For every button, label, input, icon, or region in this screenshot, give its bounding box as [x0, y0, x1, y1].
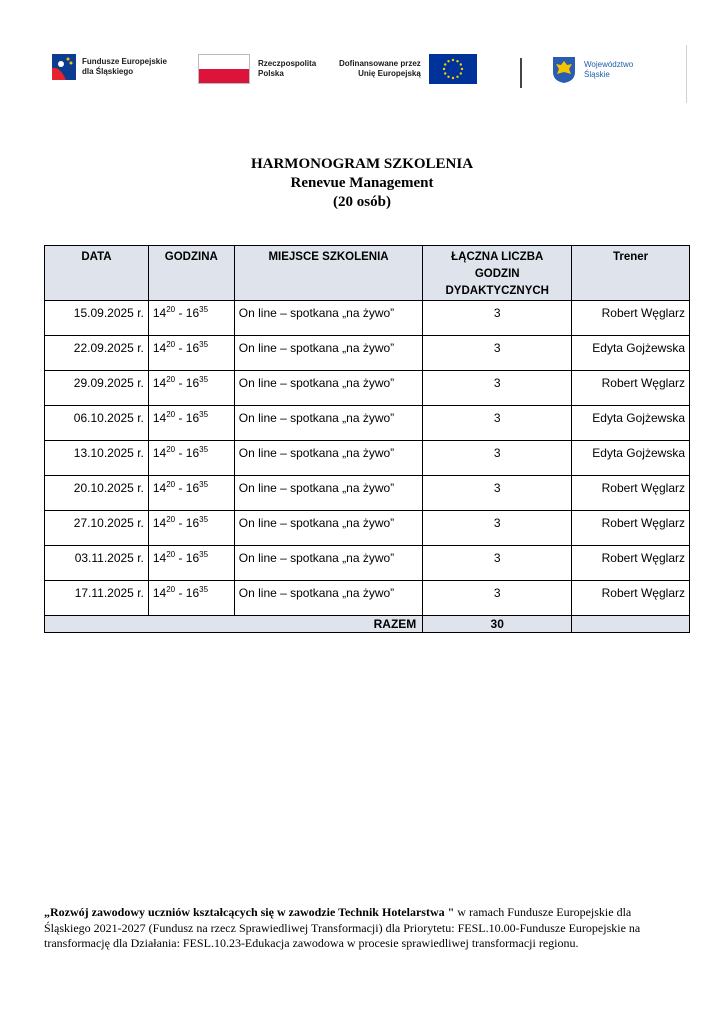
row-start-minute: 20: [166, 550, 176, 559]
total-row: [45, 616, 690, 633]
total-value: 30: [423, 616, 572, 633]
rzeczpospolita-polska-logo: [198, 54, 316, 84]
row-date: 22.09.2025 r.: [45, 336, 149, 371]
header-hours-line3: DYDAKTYCZNYCH: [445, 285, 549, 297]
title-line-1: HARMONOGRAM SZKOLENIA: [250, 156, 474, 172]
row-place: On line – spotkana „na żywo”: [234, 301, 423, 336]
row-start-minute: 20: [166, 340, 176, 349]
row-end-minute: 35: [199, 445, 209, 454]
table-row: [45, 336, 690, 371]
row-date: 15.09.2025 r.: [45, 301, 149, 336]
row-time-separator: -: [175, 376, 186, 390]
row-trainer: Robert Węglarz: [572, 546, 690, 581]
row-date: 29.09.2025 r.: [45, 371, 149, 406]
document-title: [0, 155, 724, 212]
fundusze-europejskie-icon: [52, 54, 76, 80]
row-hours: 3: [423, 476, 572, 511]
row-trainer: Robert Węglarz: [572, 511, 690, 546]
row-start-hour: 14: [152, 341, 167, 355]
row-end-hour: 16: [185, 551, 200, 565]
row-time-separator: -: [175, 446, 186, 460]
row-time-separator: -: [175, 551, 186, 565]
row-trainer: Edyta Gojżewska: [572, 336, 690, 371]
row-start-hour: 14: [152, 516, 167, 530]
header-hours-line1: ŁĄCZNA LICZBA: [451, 251, 544, 263]
row-end-hour: 16: [185, 376, 200, 390]
row-hours: 3: [423, 441, 572, 476]
funding-note: w ramach Fundusze Europejskie dla Śląskiego 2021-2027 (Fundusz na rzecz Sprawiedliwej Transformacji) dla Priorytetu: FESL.10.00-Fundusze Europejskie na transformację dla Działania: FESL.10.23-Edukacja zawodowa w procesie sprawiedliwej transformacji regionu.: [44, 905, 641, 950]
row-date: 06.10.2025 r.: [45, 406, 149, 441]
row-time: [148, 336, 234, 371]
row-place: On line – spotkana „na żywo”: [234, 546, 423, 581]
row-start-minute: 20: [166, 585, 176, 594]
table-row: [45, 546, 690, 581]
row-end-hour: 16: [185, 306, 200, 320]
row-start-minute: 20: [166, 480, 176, 489]
schedule-table: [44, 245, 690, 633]
table-row: [45, 581, 690, 616]
header-right-divider: [686, 45, 687, 103]
eu-flag-icon: [429, 54, 477, 84]
row-time-separator: -: [175, 306, 186, 320]
row-start-minute: 20: [166, 515, 176, 524]
row-place: On line – spotkana „na żywo”: [234, 441, 423, 476]
rp-logo-line1: Rzeczpospolita: [258, 59, 317, 68]
header-hours: [423, 246, 572, 301]
row-end-hour: 16: [185, 341, 200, 355]
header-time: GODZINA: [148, 246, 234, 301]
row-end-minute: 35: [199, 585, 209, 594]
title-line-3: (20 osób): [333, 194, 391, 210]
unia-europejska-logo: [339, 54, 477, 84]
row-hours: 3: [423, 406, 572, 441]
row-end-hour: 16: [185, 481, 200, 495]
row-hours: 3: [423, 511, 572, 546]
row-time-separator: -: [175, 341, 186, 355]
table-row: [45, 441, 690, 476]
row-trainer: Edyta Gojżewska: [572, 441, 690, 476]
row-date: 03.11.2025 r.: [45, 546, 149, 581]
row-end-hour: 16: [185, 586, 200, 600]
fe-logo-line1: Fundusze Europejskie: [82, 57, 167, 66]
row-trainer: Robert Węglarz: [572, 476, 690, 511]
polish-flag-icon: [198, 54, 250, 84]
row-time: [148, 406, 234, 441]
table-row: [45, 511, 690, 546]
row-time: [148, 476, 234, 511]
row-end-minute: 35: [199, 305, 209, 314]
row-hours: 3: [423, 581, 572, 616]
row-time: [148, 546, 234, 581]
header-date: DATA: [45, 246, 149, 301]
row-start-minute: 20: [166, 445, 176, 454]
row-time-separator: -: [175, 516, 186, 530]
table-row: [45, 476, 690, 511]
row-time: [148, 511, 234, 546]
row-end-hour: 16: [185, 516, 200, 530]
row-time-separator: -: [175, 586, 186, 600]
row-start-hour: 14: [152, 481, 167, 495]
row-place: On line – spotkana „na żywo”: [234, 371, 423, 406]
ws-logo-line2: Śląskie: [584, 70, 610, 79]
logo-bar: [52, 50, 692, 110]
ws-logo-line1: Województwo: [584, 60, 634, 69]
row-start-minute: 20: [166, 375, 176, 384]
row-date: 27.10.2025 r.: [45, 511, 149, 546]
rp-logo-line2: Polska: [258, 69, 284, 78]
row-place: On line – spotkana „na żywo”: [234, 406, 423, 441]
row-date: 13.10.2025 r.: [45, 441, 149, 476]
row-place: On line – spotkana „na żywo”: [234, 336, 423, 371]
row-start-minute: 20: [166, 410, 176, 419]
row-start-hour: 14: [152, 306, 167, 320]
table-body: [45, 301, 690, 616]
row-start-hour: 14: [152, 411, 167, 425]
row-end-minute: 35: [199, 340, 209, 349]
row-trainer: Robert Węglarz: [572, 301, 690, 336]
row-date: 17.11.2025 r.: [45, 581, 149, 616]
funding-footer: [44, 905, 674, 952]
row-start-hour: 14: [152, 586, 167, 600]
table-row: [45, 371, 690, 406]
row-trainer: Edyta Gojżewska: [572, 406, 690, 441]
row-end-minute: 35: [199, 375, 209, 384]
row-end-minute: 35: [199, 480, 209, 489]
row-end-hour: 16: [185, 446, 200, 460]
fundusze-europejskie-logo: [52, 54, 167, 80]
header-hours-line2: GODZIN: [474, 268, 520, 280]
row-end-minute: 35: [199, 550, 209, 559]
ue-logo-line2: Unię Europejską: [358, 69, 421, 78]
row-time: [148, 371, 234, 406]
row-place: On line – spotkana „na żywo”: [234, 476, 423, 511]
row-hours: 3: [423, 336, 572, 371]
title-line-2: Renevue Management: [290, 175, 434, 191]
row-date: 20.10.2025 r.: [45, 476, 149, 511]
row-start-hour: 14: [152, 376, 167, 390]
ue-logo-line1: Dofinansowane przez: [339, 59, 421, 68]
project-name: „Rozwój zawodowy uczniów kształcących się w zawodzie Technik Hotelarstwa ": [44, 905, 455, 919]
slaskie-eagle-shield-icon: [552, 56, 576, 84]
row-hours: 3: [423, 546, 572, 581]
table-row: [45, 406, 690, 441]
row-place: On line – spotkana „na żywo”: [234, 511, 423, 546]
row-time: [148, 441, 234, 476]
header-trainer: Trener: [572, 246, 690, 301]
fe-logo-line2: dla Śląskiego: [82, 67, 134, 76]
wojewodztwo-slaskie-logo: [552, 56, 633, 84]
row-time: [148, 581, 234, 616]
row-trainer: Robert Węglarz: [572, 581, 690, 616]
row-hours: 3: [423, 371, 572, 406]
row-start-minute: 20: [166, 305, 176, 314]
total-label: RAZEM: [234, 616, 423, 633]
row-time: [148, 301, 234, 336]
row-end-minute: 35: [199, 410, 209, 419]
row-start-hour: 14: [152, 446, 167, 460]
row-time-separator: -: [175, 411, 186, 425]
row-time-separator: -: [175, 481, 186, 495]
table-row: [45, 301, 690, 336]
row-end-minute: 35: [199, 515, 209, 524]
row-trainer: Robert Węglarz: [572, 371, 690, 406]
row-start-hour: 14: [152, 551, 167, 565]
header-place: MIEJSCE SZKOLENIA: [234, 246, 423, 301]
table-header-row: [45, 246, 690, 301]
row-end-hour: 16: [185, 411, 200, 425]
logo-divider: [520, 58, 522, 88]
row-hours: 3: [423, 301, 572, 336]
row-place: On line – spotkana „na żywo”: [234, 581, 423, 616]
